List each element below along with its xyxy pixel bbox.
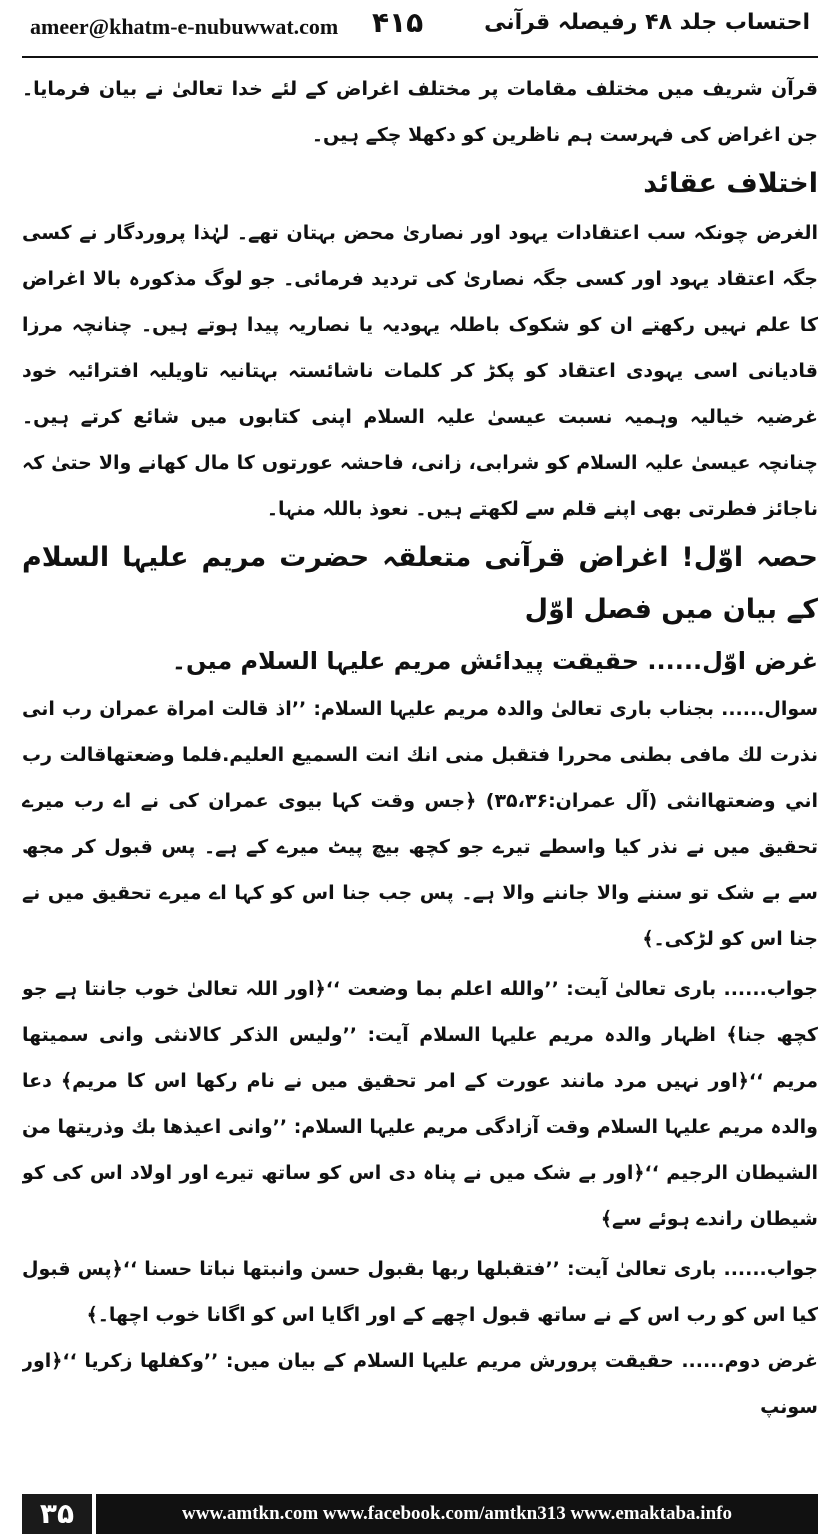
- question-lead: سوال...... بجناب باری تعالیٰ والدہ مریم علیہا السلام: ’’: [291, 698, 818, 720]
- header-divider: [22, 56, 818, 58]
- footer-links: www.amtkn.com www.facebook.com/amtkn313 www.emaktaba.info: [96, 1494, 818, 1534]
- question-paragraph: [22, 686, 818, 962]
- page-footer: [0, 1492, 840, 1540]
- section-heading-ikhtilaf: اختلاف عقائد: [643, 168, 818, 199]
- answer-paragraph-2: جواب...... باری تعالیٰ آیت: ’’فتقبلها ربها بقبول حسن وانبتها نباتا حسنا ‘‘﴿پس قبول کیا اس کو رب اس کے نے ساتھ قبول اچھے کے اور اگایا اس کو اگانا خوب اچھا۔﴾: [22, 1258, 818, 1326]
- verse-reference: (آل عمران:۳۵،۳۶): [476, 790, 667, 812]
- page-header: [0, 0, 840, 58]
- second-purpose-paragraph: غرض دوم...... حقیقت پرورش مریم علیہا السلام کے بیان میں: ’’وكفلها زكريا ‘‘﴿اور سونپ: [22, 1350, 818, 1418]
- header-book-title: احتساب جلد ۴۸ رفیصلہ قرآنی: [484, 10, 810, 35]
- aqaid-paragraph: الغرض چونکہ سب اعتقادات یہود اور نصاریٰ محض بہتان تھے۔ لہٰذا پروردگار نے کسی جگہ اعتقاد یہود اور کسی جگہ نصاریٰ کی تردید فرمائی۔ جو لوگ مذکورہ بالا اغراض کا علم نہیں رکھتے ان کو شکوک باطلہ یہودیہ یا نصاریہ پیدا ہوتے ہیں۔ چنانچہ مرزا قادیانی اسی یہودی اعتقاد کو پکڑ کر کلمات ناشائستہ بہتانیہ تاویلیہ افترائیہ خود غرضیہ خیالیہ وہمیہ نسبت عیسیٰ علیہ السلام اپنی کتابوں میں شائع کرتے ہیں۔ چنانچہ عیسیٰ علیہ السلام کو شرابی، زانی، فاحشہ عورتوں کا مال کھانے والا حتیٰ کہ ناجائز فطرتی بھی اپنے قلم سے لکھتے ہیں۔ نعوذ باللہ منہا۔: [22, 222, 818, 520]
- intro-paragraph: قرآن شریف میں مختلف مقامات پر مختلف اغراض کے لئے خدا تعالیٰ نے بیان فرمایا۔ جن اغراض کی فہرست ہم ناظرین کو دکھلا چکے ہیں۔: [22, 78, 818, 146]
- verse-translation: ﴿جس وقت کہا بیوی عمران کی نے اے رب میرے تحقیق میں نے نذر کیا واسطے تیرے جو کچھ بیچ پیٹ میرے کے ہے۔ پس قبول کر مجھ سے بے شک تو سننے والا جاننے والا ہے۔ پس جب جنا اس کو کہا اے میرے تحقیق میں نے جنا اس کو لڑکی۔﴾: [22, 790, 818, 950]
- quran-verse-arabic: اذ قالت امراة عمران رب انی نذرت لك مافی بطنی محررا فتقبل منی انك انت السميع العليم.فلما وضعتهاقالت رب اني وضعتهاانثى: [22, 698, 818, 812]
- footer-page-number: ۳۵: [22, 1494, 92, 1534]
- header-page-number: ۴۱۵: [372, 6, 424, 39]
- page-body: [22, 66, 818, 1478]
- header-email: ameer@khatm-e-nubuwwat.com: [30, 14, 339, 39]
- answer-paragraph-1: جواب...... باری تعالیٰ آیت: ’’والله اعلم بما وضعت ‘‘﴿اور اللہ تعالیٰ خوب جانتا ہے جو کچھ جنا﴾ اظہار والدہ مریم علیہا السلام آیت: ’’وليس الذكر كالانثى وانی سميتها مريم ‘‘﴿اور نہیں مرد مانند عورت کے امر تحقیق میں نے نام رکھا اس کا مریم﴾ دعا والدہ مریم علیہا السلام وقت آزادگی مریم علیہا السلام: ’’وانی اعیذها بك وذريتها من الشيطان الرجيم ‘‘﴿اور بے شک میں نے پناہ دی اس کو ساتھ تیرے اور اولاد اس کی کو شیطان راندے ہوئے سے﴾: [22, 978, 818, 1230]
- first-purpose-subheading: غرض اوّل...... حقیقت پیدائش مریم علیہا السلام میں۔: [171, 647, 818, 675]
- part-one-heading: حصہ اوّل! اغراض قرآنی متعلقہ حضرت مریم علیہا السلام کے بیان میں فصل اوّل: [22, 542, 818, 625]
